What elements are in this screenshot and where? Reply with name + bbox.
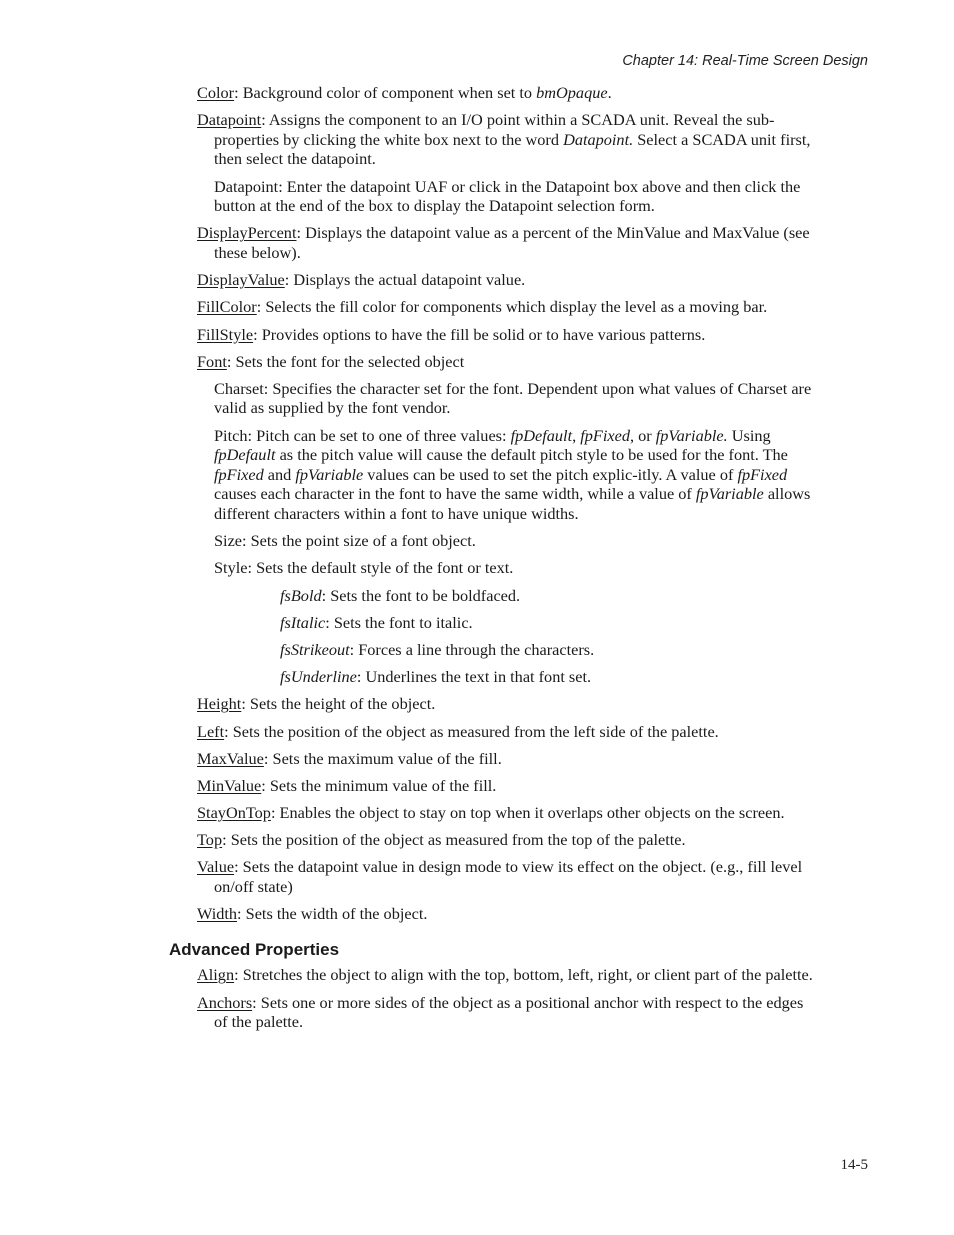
pitch-emphasis: fpFixed [580, 425, 630, 445]
property-description: : Sets the minimum value of the fill. [261, 775, 497, 795]
property-term: Value [197, 857, 235, 877]
property-term: MinValue [197, 775, 262, 795]
style-description: : Underlines the text in that font set. [356, 667, 592, 687]
pitch-emphasis: fpVariable. [655, 425, 728, 445]
property-description: : Sets the font for the selected object [226, 351, 465, 371]
style-name: fsBold [280, 585, 322, 605]
property-entry-displaypercent [197, 223, 815, 262]
property-description: : Stretches the object to align with the top, bottom, left, right, or client part of the palette. [234, 965, 813, 985]
property-entry-datapoint [197, 110, 815, 169]
style-name: fsItalic [280, 612, 326, 632]
property-term: Color [197, 83, 235, 102]
pitch-text: as the pitch value will cause the default pitch style to be used for the font. The [275, 445, 788, 465]
property-description: : Sets the width of the object. [237, 904, 428, 924]
pitch-emphasis: fpDefault [510, 425, 573, 445]
style-item-fsitalic [280, 613, 815, 633]
pitch-emphasis: fpVariable [695, 484, 764, 504]
property-term: Height [197, 694, 242, 714]
style-item-fsstrikeout [280, 640, 815, 660]
style-name: fsStrikeout [280, 639, 350, 659]
property-description-tail: . [607, 83, 612, 102]
property-entry-fillcolor [197, 297, 815, 317]
property-term: Left [197, 721, 225, 741]
property-entry-value [197, 857, 815, 896]
property-term: MaxValue [197, 748, 264, 768]
property-entry-font [197, 352, 815, 372]
sub-property-size: Size: Sets the point size of a font object. [214, 531, 476, 551]
pitch-text: Using [727, 425, 771, 445]
property-term: Datapoint [197, 110, 262, 130]
pitch-text: allows different characters within a font to have unique widths. [214, 484, 811, 524]
property-description: : Sets the maximum value of the fill. [263, 748, 502, 768]
property-term: Font [197, 351, 227, 371]
pitch-emphasis: fpVariable [295, 464, 364, 484]
pitch-text: values can be used to set the pitch explic-itly. A value of [363, 464, 738, 484]
sub-property-datapoint: Datapoint: Enter the datapoint UAF or click in the Datapoint box above and then click the button at the end of the box to display the Datapoint selection form. [214, 176, 801, 216]
style-item-fsunderline [280, 667, 815, 687]
property-entry-anchors [197, 993, 815, 1032]
property-description-tail: Select a SCADA unit first, then select the datapoint. [214, 129, 811, 169]
property-emphasis: Datapoint. [563, 129, 634, 149]
property-term: StayOnTop [197, 803, 271, 823]
pitch-text: causes each character in the font to have the same width, while a value of [214, 484, 696, 504]
pitch-text: Pitch: Pitch can be set to one of three values: [214, 425, 511, 445]
style-description: : Sets the font to italic. [325, 612, 473, 632]
property-description: : Enables the object to stay on top when it overlaps other objects on the screen. [270, 803, 785, 823]
property-term: DisplayPercent [197, 223, 297, 243]
property-description: : Background color of component when set to [234, 83, 537, 102]
property-description: : Displays the datapoint value as a percent of the MinValue and MaxValue (see these below). [214, 223, 810, 262]
page-number: 14-5 [840, 1157, 868, 1173]
property-term: Width [197, 904, 238, 924]
page-body [169, 83, 815, 1039]
property-term: Anchors [197, 992, 253, 1012]
property-entry-maxvalue [197, 749, 815, 769]
property-entry-stayontop [197, 803, 815, 823]
section-heading-advanced-properties: Advanced Properties [169, 939, 340, 959]
pitch-emphasis: fpFixed [214, 464, 264, 484]
property-term: Align [197, 965, 235, 985]
sub-property-style: Style: Sets the default style of the font or text. [214, 558, 514, 578]
style-name: fsUnderline [280, 667, 357, 687]
property-entry-align [197, 965, 815, 985]
property-description: : Sets the position of the object as measured from the left side of the palette. [224, 721, 719, 741]
property-entry-height [197, 694, 815, 714]
property-term: FillColor [197, 297, 257, 317]
running-header: Chapter 14: Real-Time Screen Design [622, 53, 868, 69]
property-entry-color [197, 83, 815, 103]
property-term: DisplayValue [197, 270, 285, 290]
pitch-text: , [572, 425, 581, 445]
property-entry-left [197, 722, 815, 742]
style-description: : Forces a line through the characters. [349, 639, 595, 659]
property-term: FillStyle [197, 324, 254, 344]
property-description: : Sets one or more sides of the object as a positional anchor with respect to the edges of the palette. [214, 992, 804, 1032]
style-item-fsbold [280, 586, 815, 606]
property-description: : Assigns the component to an I/O point within a SCADA unit. Reveal the sub-properties by clicking the white box next to the word [214, 110, 775, 149]
property-description: : Selects the fill color for components which display the level as a moving bar. [256, 297, 768, 317]
property-description: : Provides options to have the fill be solid or to have various patterns. [253, 324, 706, 344]
style-description: : Sets the font to be boldfaced. [321, 585, 521, 605]
pitch-emphasis: fpFixed [737, 464, 788, 484]
sub-property-pitch [214, 426, 815, 524]
sub-property-charset: Charset: Specifies the character set for the font. Dependent upon what values of Charset are valid as supplied by the font vendor. [214, 378, 812, 418]
property-entry-minvalue [197, 776, 815, 796]
property-description: : Sets the height of the object. [241, 694, 436, 714]
property-emphasis: bmOpaque [536, 83, 608, 102]
property-description: : Displays the actual datapoint value. [284, 270, 526, 290]
property-entry-top [197, 830, 815, 850]
pitch-text: and [263, 464, 296, 484]
pitch-emphasis: fpDefault [214, 445, 276, 465]
property-description: : Sets the position of the object as measured from the top of the palette. [222, 830, 686, 850]
property-term: Top [197, 830, 223, 850]
property-description: : Sets the datapoint value in design mode to view its effect on the object. (e.g., fill level on/off state) [214, 857, 803, 897]
property-entry-displayvalue [197, 270, 815, 290]
property-entry-fillstyle [197, 325, 815, 345]
pitch-text: , or [629, 425, 656, 445]
property-entry-width [197, 904, 815, 924]
